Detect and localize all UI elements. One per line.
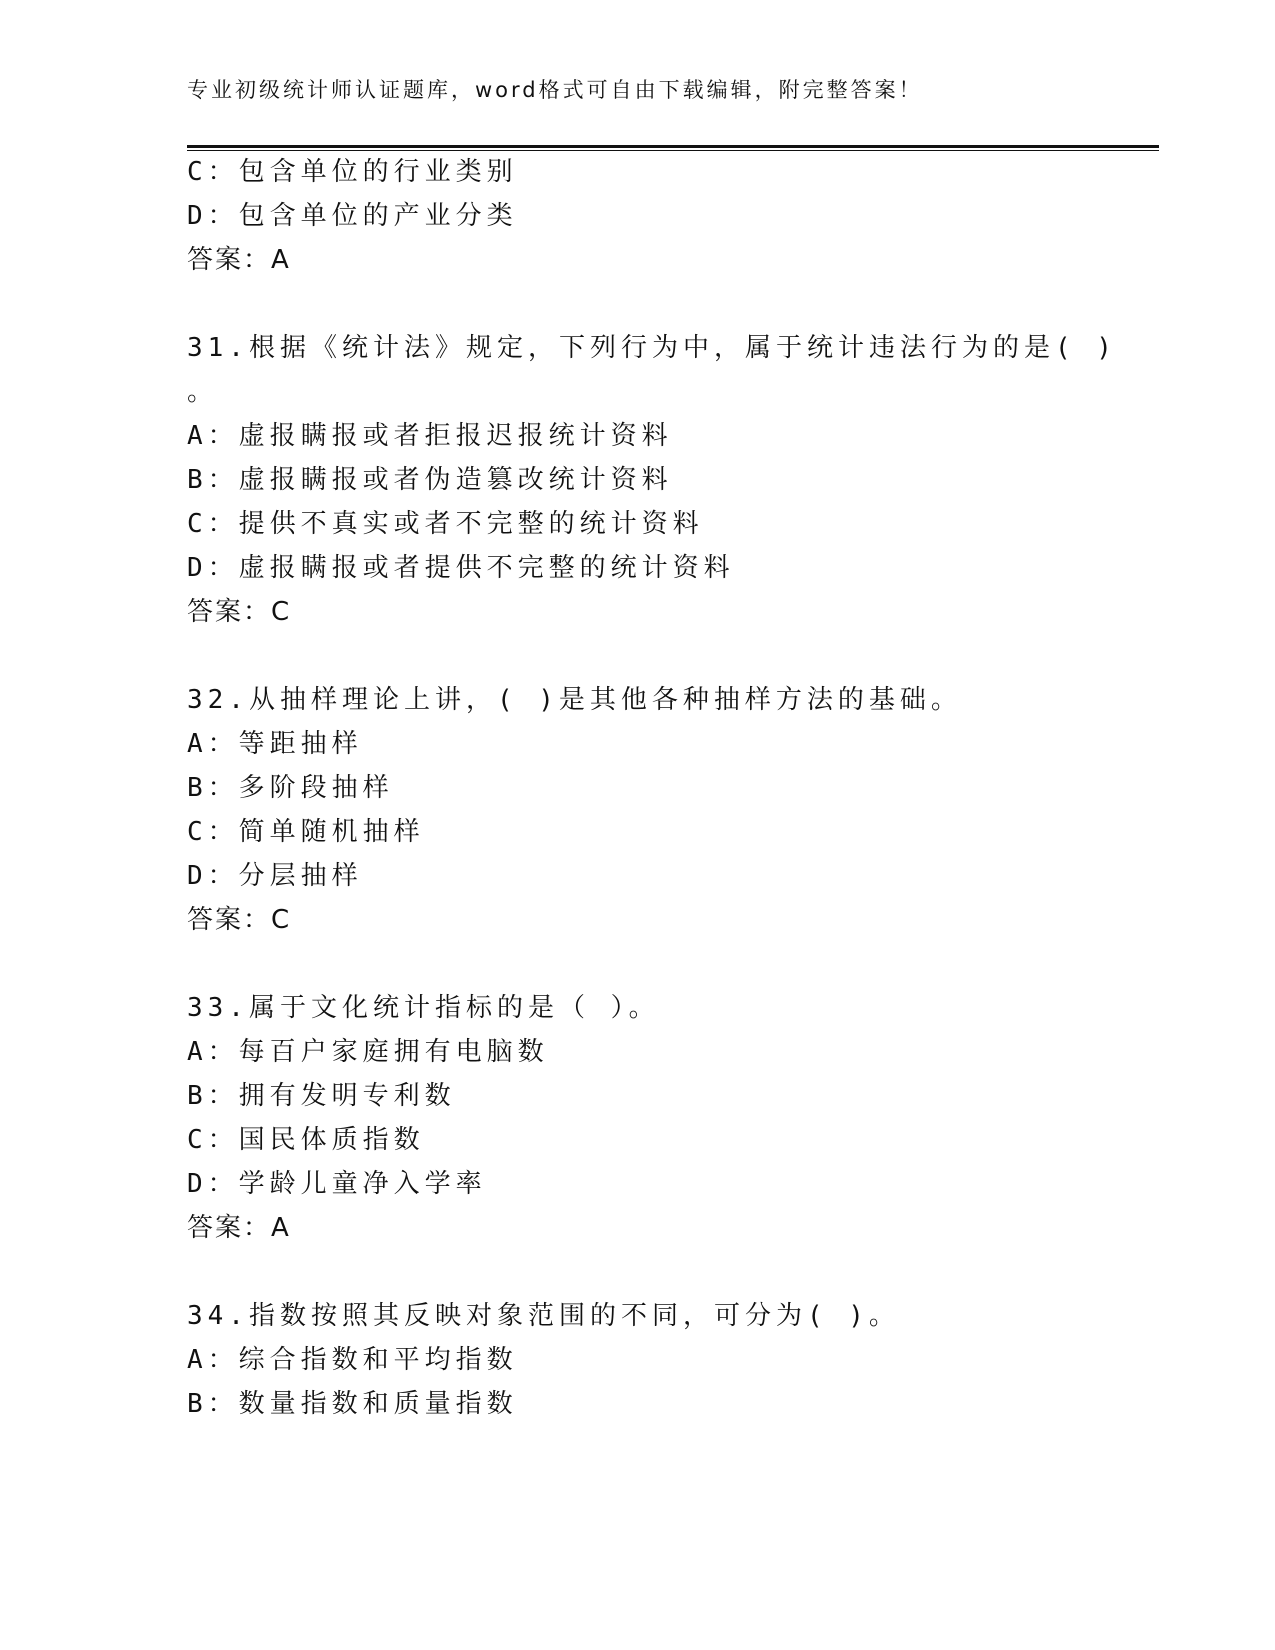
option-b: B：数量指数和质量指数 xyxy=(187,1389,518,1419)
option-a: A：虚报瞒报或者拒报迟报统计资料 xyxy=(187,421,673,451)
question-32-stem: 32.从抽样理论上讲，( )是其他各种抽样方法的基础。 xyxy=(187,685,962,715)
option-a: A：综合指数和平均指数 xyxy=(187,1345,518,1375)
page-header: 专业初级统计师认证题库，word格式可自由下载编辑，附完整答案！ xyxy=(187,78,923,102)
option-b: B：虚报瞒报或者伪造篡改统计资料 xyxy=(187,465,673,495)
question-31-stem-cont: 。 xyxy=(187,377,219,407)
option-d: D：分层抽样 xyxy=(187,861,363,891)
header-rule-thin xyxy=(187,150,1159,151)
question-31-stem: 31.根据《统计法》规定，下列行为中，属于统计违法行为的是( ) xyxy=(187,333,1117,363)
question-33-stem: 33.属于文化统计指标的是（ ）。 xyxy=(187,993,660,1023)
option-d: D：包含单位的产业分类 xyxy=(187,201,518,231)
option-a: A：等距抽样 xyxy=(187,729,363,759)
option-c: C：提供不真实或者不完整的统计资料 xyxy=(187,509,704,539)
header-rule-thick xyxy=(187,145,1159,148)
option-d: D：虚报瞒报或者提供不完整的统计资料 xyxy=(187,553,735,583)
answer: 答案：C xyxy=(187,597,292,627)
option-c: C：国民体质指数 xyxy=(187,1125,425,1155)
option-b: B：多阶段抽样 xyxy=(187,773,394,803)
option-d: D：学龄儿童净入学率 xyxy=(187,1169,487,1199)
question-34-stem: 34.指数按照其反映对象范围的不同，可分为( )。 xyxy=(187,1301,900,1331)
option-c: C：简单随机抽样 xyxy=(187,817,425,847)
answer: 答案：C xyxy=(187,905,292,935)
answer: 答案：A xyxy=(187,245,291,275)
option-c: C：包含单位的行业类别 xyxy=(187,157,518,187)
option-b: B：拥有发明专利数 xyxy=(187,1081,456,1111)
answer: 答案：A xyxy=(187,1213,291,1243)
option-a: A：每百户家庭拥有电脑数 xyxy=(187,1037,549,1067)
